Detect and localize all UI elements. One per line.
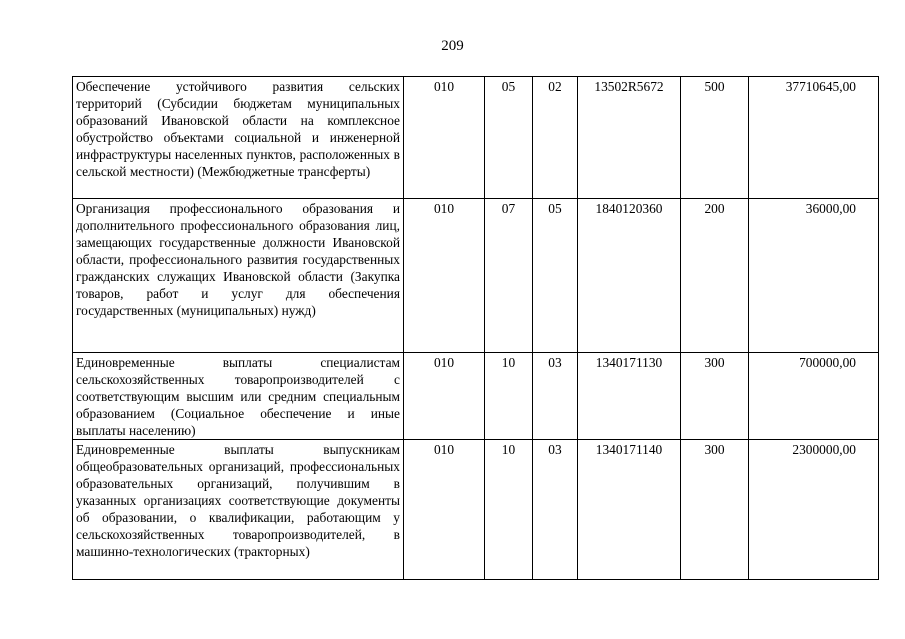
amount-cell: 700000,00 — [749, 353, 879, 440]
row-description: Единовременные выплаты выпускникам общеобразовательных организаций, профессиональных образовательных организаций, получившим в указанных организациях соответствующие документы об образовании, о квалификации, работающим у сельскохозяйственных товаропроизводителей, в машинно-технологических (тракторных) — [76, 442, 400, 559]
row-description-cell — [73, 440, 404, 580]
ministry-code-cell: 010 — [404, 353, 485, 440]
row-description: Организация профессионального образования и дополнительного профессионального образования лиц, замещающих государственные должности Ивановской области, профессионального развития государственных гражданских служащих Ивановской области (Закупка товаров, работ и услуг для обеспечения государственных (муниципальных) нужд) — [76, 201, 400, 318]
table-row — [73, 353, 879, 440]
target-article-cell: 1840120360 — [578, 199, 681, 353]
ministry-code-cell: 010 — [404, 440, 485, 580]
table-row — [73, 440, 879, 580]
row-description-cell — [73, 353, 404, 440]
subsection-code-cell: 03 — [533, 440, 578, 580]
expense-type-cell: 200 — [681, 199, 749, 353]
expense-type-cell: 500 — [681, 77, 749, 199]
target-article-cell: 13502R5672 — [578, 77, 681, 199]
amount-cell: 37710645,00 — [749, 77, 879, 199]
amount-cell: 36000,00 — [749, 199, 879, 353]
section-code-cell: 07 — [485, 199, 533, 353]
expense-type-cell: 300 — [681, 440, 749, 580]
table-row — [73, 199, 879, 353]
ministry-code-cell: 010 — [404, 199, 485, 353]
subsection-code-cell: 02 — [533, 77, 578, 199]
section-code-cell: 05 — [485, 77, 533, 199]
subsection-code-cell: 05 — [533, 199, 578, 353]
budget-table — [72, 76, 879, 580]
expense-type-cell: 300 — [681, 353, 749, 440]
target-article-cell: 1340171130 — [578, 353, 681, 440]
target-article-cell: 1340171140 — [578, 440, 681, 580]
table-row — [73, 77, 879, 199]
row-description: Обеспечение устойчивого развития сельских территорий (Субсидии бюджетам муниципальных образований Ивановской области на комплексное обустройство объектами социальной и инженерной инфраструктуры населенных пунктов, расположенных в сельской местности) (Межбюджетные трансферты) — [76, 79, 400, 179]
section-code-cell: 10 — [485, 353, 533, 440]
section-code-cell: 10 — [485, 440, 533, 580]
row-description-cell — [73, 77, 404, 199]
row-description-cell — [73, 199, 404, 353]
amount-cell: 2300000,00 — [749, 440, 879, 580]
row-description: Единовременные выплаты специалистам сельскохозяйственных товаропроизводителей с соответствующим высшим или средним специальным образованием (Социальное обеспечение и иные выплаты населению) — [76, 355, 400, 438]
subsection-code-cell: 03 — [533, 353, 578, 440]
page-number: 209 — [441, 38, 464, 54]
ministry-code-cell: 010 — [404, 77, 485, 199]
